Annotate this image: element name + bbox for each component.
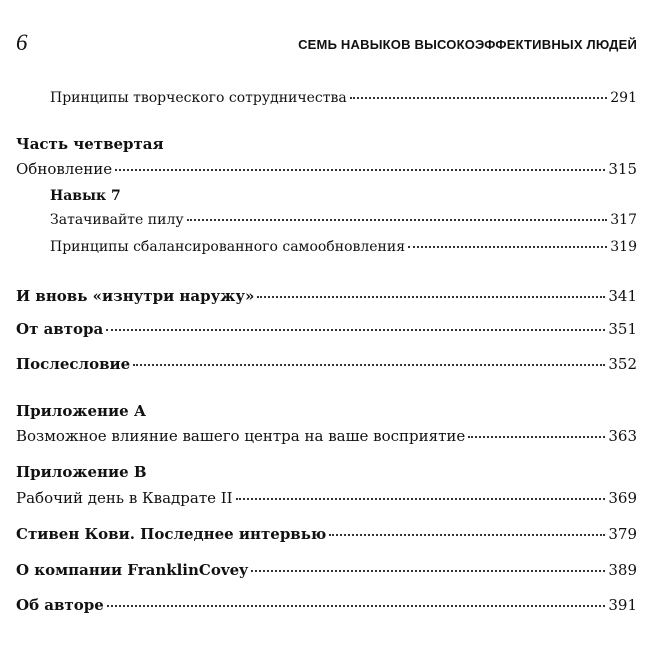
- toc-entry-title: Возможное влияние вашего центра на ваше восприятие: [16, 427, 466, 445]
- toc-entry-title: Об авторе: [16, 596, 104, 614]
- toc-entry-about-author[interactable]: [16, 596, 637, 614]
- toc-entry-page: 315: [608, 160, 637, 178]
- dot-leader: [329, 534, 605, 536]
- toc-entry-title: Стивен Кови. Последнее интервью: [16, 525, 327, 543]
- toc-entry-balanced-renewal[interactable]: [50, 239, 637, 255]
- toc-entry-page: 389: [608, 561, 637, 579]
- toc-entry-title: Принципы творческого сотрудничества: [50, 90, 347, 106]
- appendix-a-heading: Приложение А: [16, 402, 147, 420]
- toc-entry-title: Рабочий день в Квадрате II: [16, 489, 233, 507]
- dot-leader: [106, 329, 605, 331]
- toc-entry-title: Затачивайте пилу: [50, 212, 184, 228]
- habit-seven-heading: Навык 7: [50, 188, 121, 204]
- toc-entry-title: Обновление: [16, 160, 113, 178]
- toc-entry-last-interview[interactable]: [16, 525, 637, 543]
- toc-entry-creative-cooperation[interactable]: [50, 90, 637, 106]
- dot-leader: [251, 570, 606, 572]
- dot-leader: [107, 605, 606, 607]
- dot-leader: [468, 436, 605, 438]
- toc-entry-title: И вновь «изнутри наружу»: [16, 287, 255, 305]
- toc-entry-title: От автора: [16, 320, 104, 338]
- toc-entry-page: 369: [608, 489, 637, 507]
- toc-entry-afterword[interactable]: [16, 355, 637, 373]
- dot-leader: [257, 296, 605, 298]
- toc-entry-page: 291: [610, 90, 637, 106]
- toc-entry-page: 341: [608, 287, 637, 305]
- toc-entry-page: 319: [610, 239, 637, 255]
- toc-entry-page: 352: [608, 355, 637, 373]
- dot-leader: [350, 97, 608, 99]
- dot-leader: [187, 219, 608, 221]
- appendix-b-heading: Приложение В: [16, 463, 147, 481]
- toc-entry-title: Принципы сбалансированного самообновления: [50, 239, 406, 255]
- running-head: СЕМЬ НАВЫКОВ ВЫСОКОЭФФЕКТИВНЫХ ЛЮДЕЙ: [298, 37, 637, 52]
- toc-entry-about-company[interactable]: [16, 561, 637, 579]
- toc-entry-page: 391: [608, 596, 637, 614]
- toc-entry-inside-out[interactable]: [16, 287, 637, 305]
- dot-leader: [408, 246, 607, 248]
- toc-entry-title: Послесловие: [16, 355, 131, 373]
- toc-entry-sharpen-saw[interactable]: [50, 212, 637, 228]
- toc-entry-page: 363: [608, 427, 637, 445]
- toc-entry-center-influence[interactable]: [16, 427, 637, 445]
- dot-leader: [133, 364, 605, 366]
- toc-entry-page: 379: [608, 525, 637, 543]
- page-number: 6: [16, 30, 28, 55]
- toc-entry-page: 317: [610, 212, 637, 228]
- part-four-heading: Часть четвертая: [16, 135, 164, 153]
- toc-entry-from-author[interactable]: [16, 320, 637, 338]
- toc-entry-quadrant-day[interactable]: [16, 489, 637, 507]
- dot-leader: [236, 498, 606, 500]
- dot-leader: [115, 169, 605, 171]
- toc-entry-title: О компании FranklinCovey: [16, 561, 248, 579]
- toc-entry-page: 351: [608, 320, 637, 338]
- toc-entry-renewal[interactable]: [16, 160, 637, 178]
